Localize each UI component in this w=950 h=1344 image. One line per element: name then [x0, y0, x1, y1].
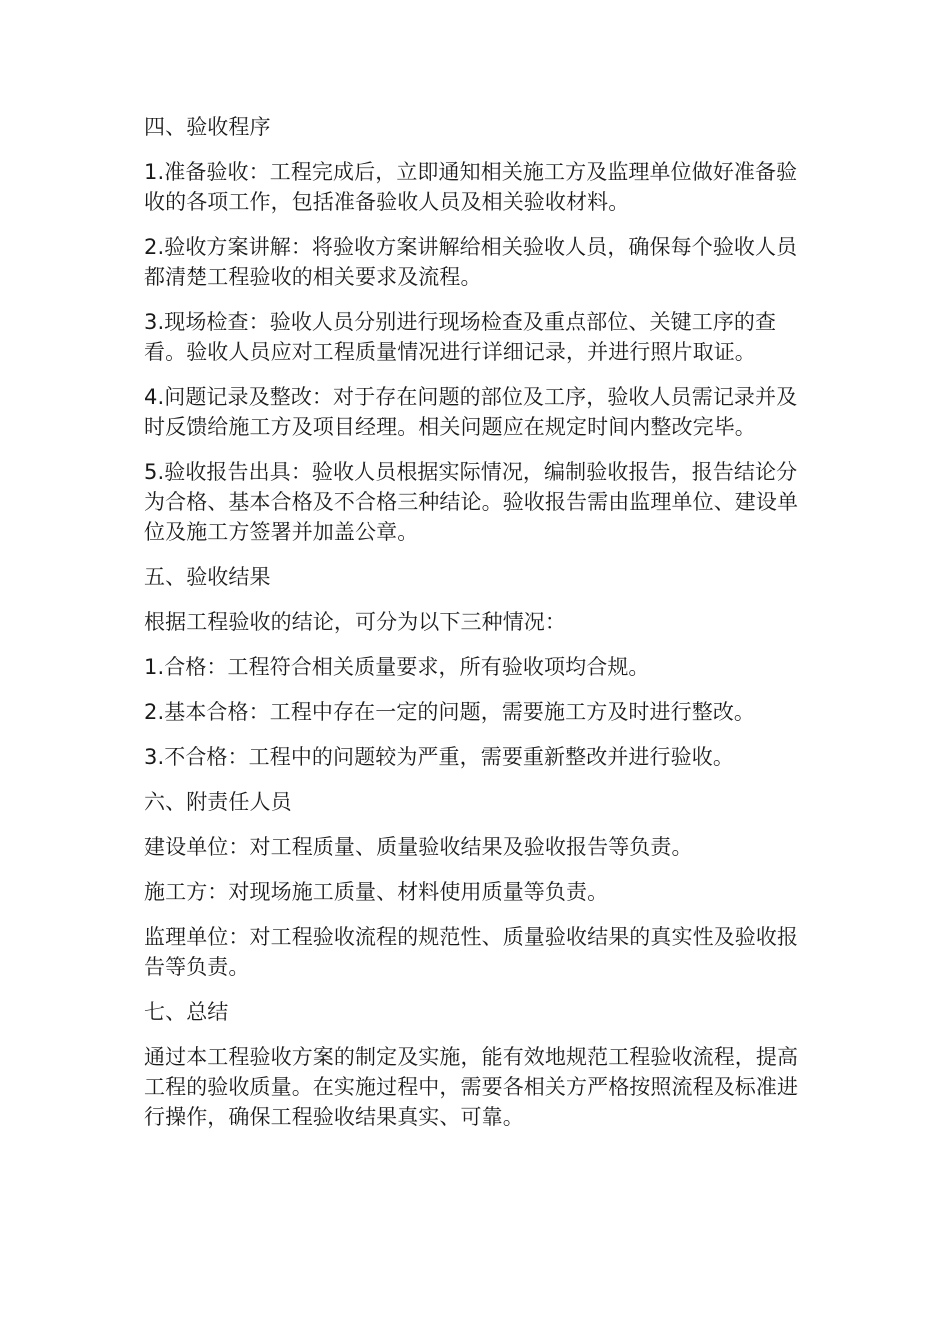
paragraph-result-qualified: 1.合格：工程符合相关质量要求，所有验收项均合规。 [144, 655, 650, 679]
paragraph-result-unqualified: 3.不合格：工程中的问题较为严重，需要重新整改并进行验收。 [144, 745, 734, 769]
paragraph-construction-unit: 建设单位：对工程质量、质量验收结果及验收报告等负责。 [144, 835, 693, 859]
section-heading-responsible-parties: 六、附责任人员 [144, 790, 292, 814]
paragraph-issue-recording: 4.问题记录及整改：对于存在问题的部位及工序，验收人员需记录并及时反馈给施工方及项目经理。相关问题应在规定时间内整改完毕。 [144, 385, 798, 439]
paragraph-plan-explanation: 2.验收方案讲解：将验收方案讲解给相关验收人员，确保每个验收人员都清楚工程验收的相关要求及流程。 [144, 235, 798, 289]
section-heading-summary: 七、总结 [144, 1000, 229, 1024]
paragraph-contractor: 施工方：对现场施工质量、材料使用质量等负责。 [144, 880, 609, 904]
section-heading-acceptance-results: 五、验收结果 [144, 565, 271, 589]
paragraph-supervision-unit: 监理单位：对工程验收流程的规范性、质量验收结果的真实性及验收报告等负责。 [144, 925, 799, 979]
paragraph-results-intro: 根据工程验收的结论，可分为以下三种情况： [144, 610, 566, 634]
document-page [144, 112, 816, 1147]
paragraph-result-basically-qualified: 2.基本合格：工程中存在一定的问题，需要施工方及时进行整改。 [144, 700, 756, 724]
section-heading-acceptance-procedure: 四、验收程序 [144, 115, 271, 139]
paragraph-prepare-acceptance: 1.准备验收：工程完成后，立即通知相关施工方及监理单位做好准备验收的各项工作，包括准备验收人员及相关验收材料。 [144, 160, 798, 214]
paragraph-site-inspection: 3.现场检查：验收人员分别进行现场检查及重点部位、关键工序的查看。验收人员应对工程质量情况进行详细记录，并进行照片取证。 [144, 310, 777, 364]
paragraph-acceptance-report: 5.验收报告出具：验收人员根据实际情况，编制验收报告，报告结论分为合格、基本合格及不合格三种结论。验收报告需由监理单位、建设单位及施工方签署并加盖公章。 [144, 460, 799, 544]
paragraph-summary: 通过本工程验收方案的制定及实施，能有效地规范工程验收流程，提高工程的验收质量。在实施过程中，需要各相关方严格按照流程及标准进行操作，确保工程验收结果真实、可靠。 [144, 1045, 799, 1129]
